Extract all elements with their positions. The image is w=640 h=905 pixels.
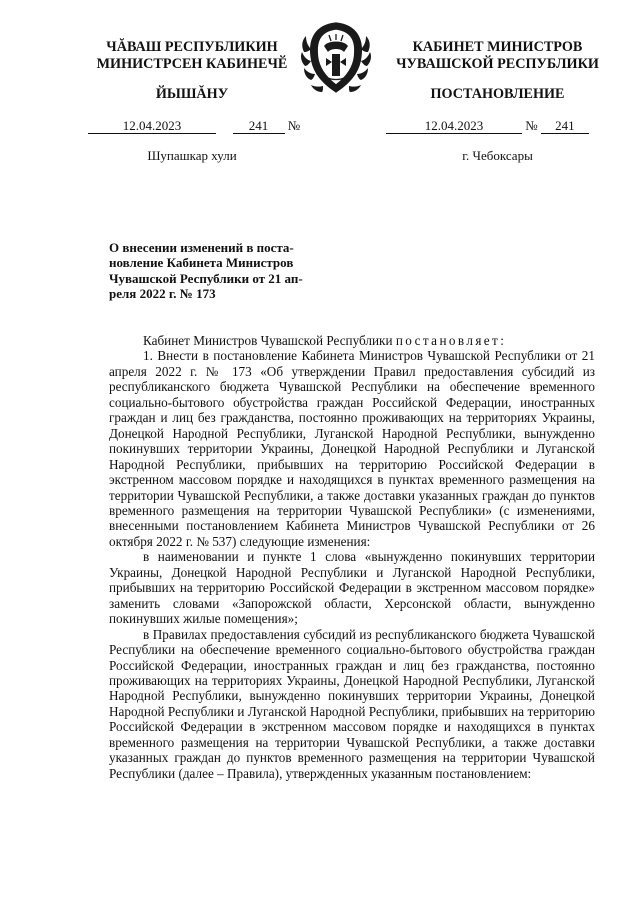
registration-left	[88, 118, 300, 134]
doc-date-russian: 12.04.2023	[386, 119, 522, 134]
issuer-name-russian	[390, 39, 605, 73]
registration-right	[386, 118, 589, 134]
resolution-verb: постановляет:	[395, 333, 507, 348]
issuer-line: МИНИСТРСЕН КАБИНЕЧӖ	[96, 56, 288, 72]
subject-line: О внесении изменений в поста-	[109, 240, 294, 255]
preamble-text: Кабинет Министров Чувашской Республики	[143, 333, 393, 348]
issuer-line: ЧУВАШСКОЙ РЕСПУБЛИКИ	[396, 56, 599, 72]
paragraph-2: в наименовании и пункте 1 слова «вынужденно покинувших территории Украины, Донецкой Народной Республики и Луганской Народной Республики, прибывших на территорию Российской Федерации в экстренном массовом порядке» заменить словами «Запорожской области, Херсонской области, вынужденно покинувших жилые помещения»;	[109, 549, 595, 627]
preamble	[109, 333, 595, 348]
subject-line: новление Кабинета Министров	[109, 255, 294, 271]
doc-type-chuvash: ЙЫШĂНУ	[155, 86, 229, 102]
doc-number-russian: 241	[541, 119, 589, 134]
document-body	[109, 333, 595, 781]
paragraph-1: 1. Внести в постановление Кабинета Министров Чувашской Республики от 21 апреля 2022 г. № 173 «Об утверждении Правил предоставления субсидий из республиканского бюджета Чувашской Республики на обеспечение временного социально-бытового обустройства граждан Российской Федерации, иностранных граждан и лиц без гражданства, постоянно проживающих на территориях Украины, Донецкой Народной Республики, Луганской Народной Республики, вынужденно покинувших территории Украины, Донецкой Народной Республики и Луганской Народной Республики, прибывших на территорию Российской Федерации в экстренном массовом порядке и находящихся в пунктах временного размещения на территории Чувашской Республики, а также доставки указанных граждан до пунктов временного размещения на территории Чувашской Республики» (с изменениями, внесенными постановлением Кабинета Министров Чувашской Республики от 26 октября 2022 г. № 537) следующие изменения:	[109, 348, 595, 549]
place-russian: г. Чебоксары	[462, 148, 533, 163]
issuer-name-chuvash	[72, 39, 312, 73]
place-chuvash: Шупашкар хули	[147, 148, 237, 163]
issuer-line: КАБИНЕТ МИНИСТРОВ	[412, 39, 583, 55]
number-sign: №	[287, 118, 301, 133]
subject-line: реля 2022 г. № 173	[109, 285, 216, 301]
number-sign: №	[525, 118, 538, 133]
document-subject	[109, 240, 321, 301]
doc-number-chuvash: 241	[233, 119, 285, 134]
subject-line: Чувашской Республики от 21 ап-	[109, 270, 303, 286]
doc-date-chuvash: 12.04.2023	[88, 119, 216, 134]
doc-type-russian: ПОСТАНОВЛЕНИЕ	[430, 86, 565, 102]
paragraph-3: в Правилах предоставления субсидий из республиканского бюджета Чувашской Республики на обеспечение временного социально-бытового обустройства граждан Российской Федерации, иностранных граждан и лиц без гражданства, постоянно проживающих на территориях Украины, Донецкой Народной Республики, Луганской Народной Республики, вынужденно покинувших территории Украины, Донецкой Народной Республики и Луганской Народной Республики, прибывших на территорию Российской Федерации в экстренном массовом порядке и находящихся в пунктах временного размещения на территории Чувашской Республики, а также доставки указанных граждан до пунктов временного размещения на территории Чувашской Республики (далее – Правила), утвержденных указанным постановлением:	[109, 626, 595, 781]
issuer-line: ЧĂВАШ РЕСПУБЛИКИН	[106, 39, 278, 55]
coat-of-arms-icon	[298, 18, 374, 98]
